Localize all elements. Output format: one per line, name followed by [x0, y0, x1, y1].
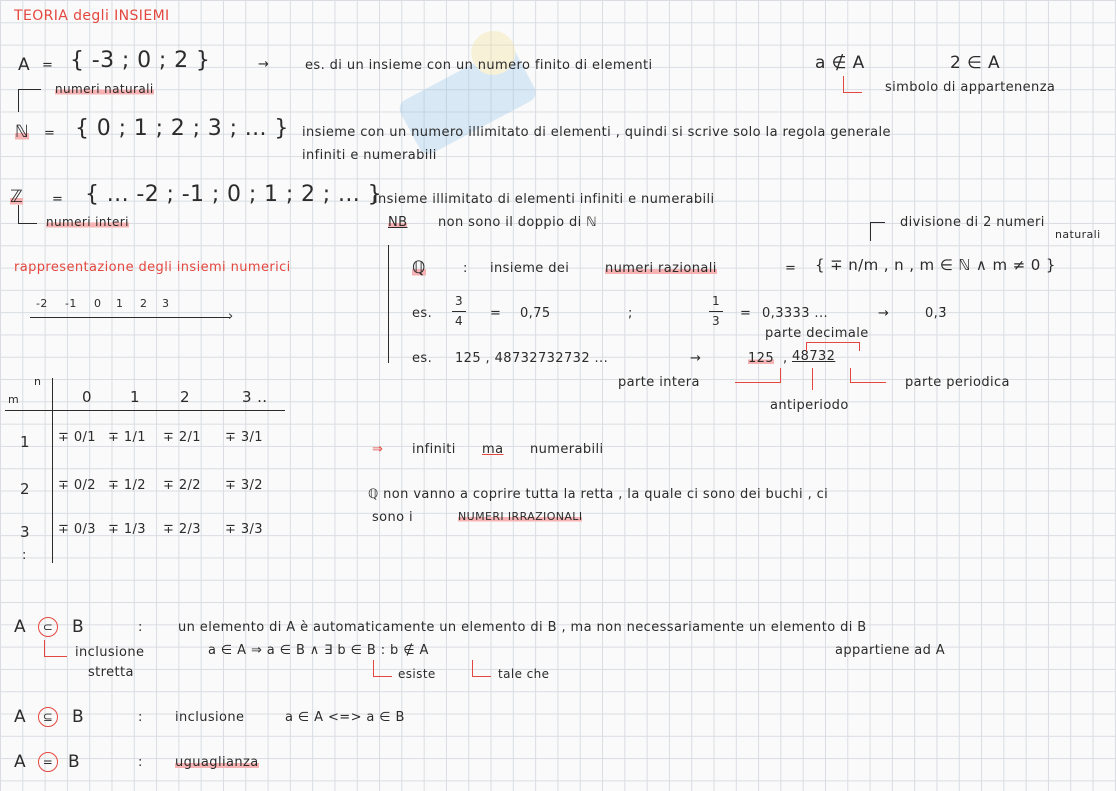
watermark-logo-icon	[369, 4, 572, 207]
example-2-num: 1	[712, 294, 721, 308]
example-1-value: 0,75	[520, 306, 551, 321]
set-a-eq: =	[42, 58, 54, 73]
naturals-description: insieme con un numero illimitato di elementi , quindi si scrive solo la regola generale	[302, 125, 891, 140]
division-arrow	[870, 222, 885, 241]
table-header-cell: 3 ..	[242, 388, 268, 406]
incl-b: B	[72, 707, 85, 727]
decimal-part-value: 48732	[792, 349, 836, 364]
integers-label: ℤ	[10, 187, 24, 207]
fraction-bar	[452, 311, 466, 312]
incl-a: A	[14, 707, 27, 727]
table-cell: ∓ 0/1	[58, 430, 96, 445]
infinite-post: numerabili	[530, 442, 604, 457]
tick-label: 1	[116, 297, 124, 310]
table-vertical-line	[52, 378, 53, 563]
naturals-arrow	[18, 89, 41, 112]
incl-symbol: ⊆	[38, 707, 58, 727]
example-2-value: 0,3333 ...	[762, 306, 829, 321]
table-cell: ∓ 2/1	[163, 430, 201, 445]
strict-arrow	[44, 640, 67, 657]
rationals-label: ℚ	[412, 258, 426, 278]
set-a-content: { -3 ; 0 ; 2 }	[70, 48, 211, 73]
example-1-den: 4	[455, 314, 464, 328]
integers-arrow	[18, 205, 37, 224]
example-2-eq: =	[740, 306, 752, 321]
incl-label: inclusione	[175, 710, 245, 725]
table-header-cell: 1	[130, 388, 140, 406]
table-cell: ∓ 2/3	[163, 522, 201, 537]
table-cell: ∓ 0/2	[58, 478, 96, 493]
division-note-2: naturali	[1055, 228, 1101, 241]
irrationals-highlight: NUMERI IRRAZIONALI	[458, 510, 583, 523]
tick-label: 0	[94, 297, 102, 310]
representation-title: rappresentazione degli insiemi numerici	[14, 260, 291, 275]
nb-note: non sono il doppio di ℕ	[438, 215, 597, 230]
example-1-eq: =	[490, 306, 502, 321]
infinite-arrow: ⇒	[372, 442, 384, 457]
naturals-content: { 0 ; 1 ; 2 ; 3 ; ... }	[75, 116, 289, 141]
table-row-m: 3	[20, 523, 30, 541]
table-cell: ∓ 1/1	[108, 430, 146, 445]
naturals-description-2: infiniti e numerabili	[302, 148, 437, 163]
integer-part-note: parte intera	[618, 375, 700, 390]
table-cell: ∓ 3/2	[225, 478, 263, 493]
integer-part-arrow	[735, 368, 781, 383]
example-3-value: 125 , 48732732732 ...	[455, 351, 609, 366]
number-line-arrow: ›	[228, 309, 234, 324]
set-a-description: es. di un insieme con un numero finito di elementi	[305, 58, 653, 73]
table-corner-m: m	[8, 393, 20, 406]
antiperiod-arrow	[812, 368, 814, 390]
strict-description-2: appartiene ad A	[835, 643, 946, 658]
tick-label: -1	[65, 297, 77, 310]
set-a-label: A	[18, 55, 31, 75]
page-title: TEORIA degli INSIEMI	[14, 8, 170, 24]
integer-part-value: 125	[748, 351, 775, 366]
example-3-label: es.	[412, 351, 433, 366]
set-a-arrow: →	[258, 57, 270, 72]
strict-note: inclusione	[75, 645, 145, 660]
membership-arrow	[843, 76, 862, 93]
tick-label: -2	[36, 297, 48, 310]
example-separator: ;	[628, 306, 633, 321]
strict-symbol: ⊂	[38, 617, 58, 637]
antiperiod-note: antiperiodo	[770, 398, 849, 413]
table-more: :	[22, 548, 27, 563]
naturals-label: ℕ	[15, 122, 30, 142]
table-header-cell: 0	[82, 388, 92, 406]
table-cell: ∓ 3/1	[225, 430, 263, 445]
integers-eq: =	[52, 192, 64, 207]
rationals-eq: =	[785, 261, 797, 276]
eq-b: B	[68, 752, 81, 772]
nb-label: NB	[388, 215, 408, 230]
periodic-part-note: parte periodica	[905, 375, 1010, 390]
example-2-arrow: →	[878, 306, 890, 321]
eq-a: A	[14, 752, 27, 772]
infinite-pre: infiniti	[412, 442, 456, 457]
table-cell: ∓ 0/3	[58, 522, 96, 537]
integers-content: { ... -2 ; -1 ; 0 ; 1 ; 2 ; ... }	[85, 182, 382, 207]
period-arrow	[850, 368, 886, 383]
such-that-note: tale che	[498, 667, 550, 681]
eq-label: uguaglianza	[175, 755, 259, 770]
example-3-arrow: →	[690, 351, 702, 366]
example-2-result: 0,3̄	[925, 306, 947, 321]
rationals-divider	[388, 245, 389, 363]
example-3-comma: ,	[783, 351, 788, 366]
rationals-gap-note: ℚ non vanno a coprire tutta la retta , la quale ci sono dei buchi , ci	[368, 487, 829, 502]
table-header-cell: 2	[180, 388, 190, 406]
table-row-m: 1	[20, 433, 30, 451]
strict-b: B	[72, 617, 85, 637]
in-example: 2 ∈ A	[950, 53, 1001, 73]
table-cell: ∓ 2/2	[163, 478, 201, 493]
strict-description: un elemento di A è automaticamente un elemento di B , ma non necessariamente un elemento di B	[178, 620, 867, 635]
exists-arrow	[373, 660, 392, 677]
table-row-m: 2	[20, 480, 30, 498]
not-in-example: a ∉ A	[815, 53, 865, 73]
infinite-ma: ma	[482, 442, 504, 457]
example-1-num: 3	[455, 294, 464, 308]
naturals-eq: =	[44, 126, 56, 141]
table-cell: ∓ 1/2	[108, 478, 146, 493]
tick-label: 2	[140, 297, 148, 310]
incl-colon: :	[138, 710, 143, 725]
such-that-arrow	[472, 660, 491, 677]
table-corner-n: n	[34, 375, 42, 388]
strict-note-2: stretta	[88, 665, 134, 680]
division-note: divisione di 2 numeri	[900, 215, 1045, 230]
eq-symbol: =	[38, 752, 58, 772]
integers-note: numeri interi	[46, 215, 129, 229]
strict-colon: :	[138, 620, 143, 635]
number-line	[30, 317, 230, 318]
tick-label: 3	[162, 297, 170, 310]
integers-description: insieme illimitato di elementi infiniti e numerabili	[374, 192, 715, 207]
incl-formula: a ∈ A <=> a ∈ B	[285, 710, 405, 725]
table-cell: ∓ 1/3	[108, 522, 146, 537]
period-bracket	[806, 342, 860, 351]
fraction-bar	[709, 311, 723, 312]
exists-note: esiste	[398, 667, 436, 681]
decimal-part-note: parte decimale	[765, 326, 869, 341]
table-cell: ∓ 3/3	[225, 522, 263, 537]
example-2-den: 3	[712, 314, 721, 328]
rationals-desc-highlight: numeri razionali	[605, 261, 717, 276]
table-horizontal-line	[5, 410, 285, 411]
strict-a: A	[14, 617, 27, 637]
rationals-colon: :	[463, 261, 468, 276]
membership-note: simbolo di appartenenza	[885, 80, 1056, 95]
strict-formula: a ∈ A ⇒ a ∈ B ∧ ∃ b ∈ B : b ∉ A	[208, 643, 429, 658]
rationals-desc: insieme dei	[490, 261, 570, 276]
naturals-note: numeri naturali	[55, 82, 154, 96]
eq-colon: :	[138, 755, 143, 770]
example-1-label: es.	[412, 306, 433, 321]
rationals-set: { ∓ n/m , n , m ∈ ℕ ∧ m ≠ 0 }	[815, 256, 1056, 274]
irrationals-pre: sono i	[372, 510, 414, 525]
